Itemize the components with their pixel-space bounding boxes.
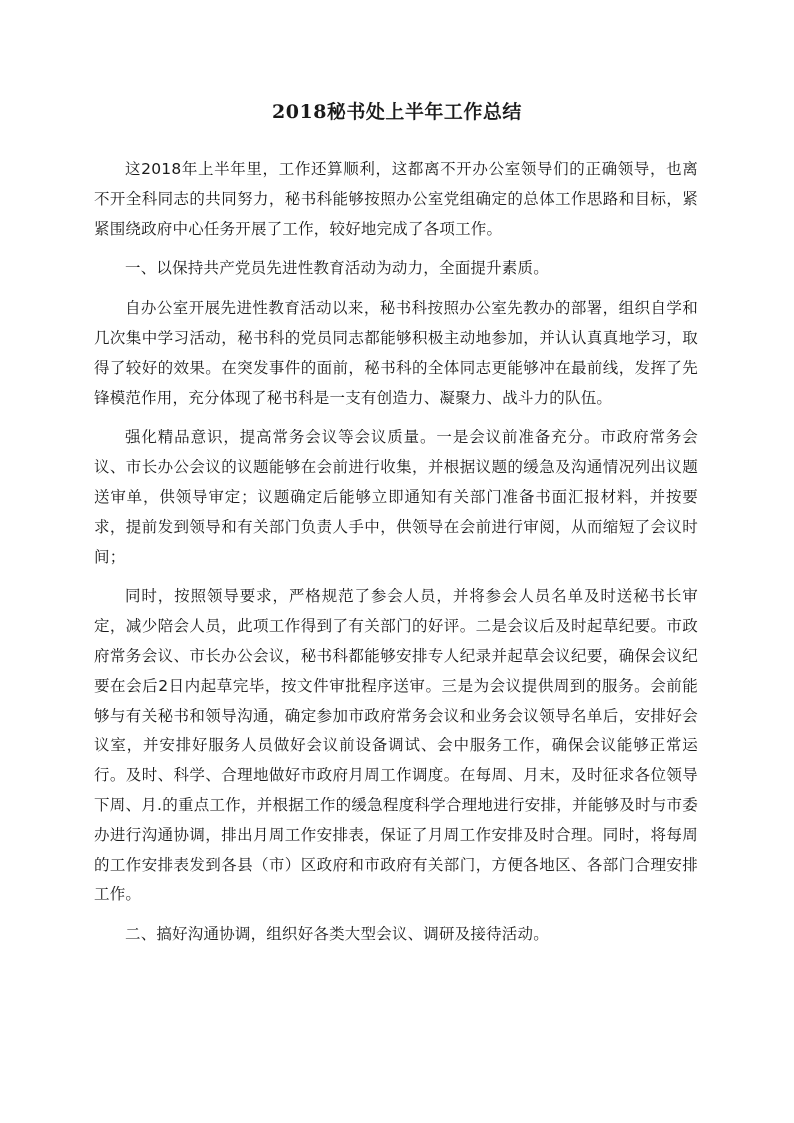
section-heading-one: 一、以保持共产党员先进性教育活动为动力，全面提升素质。 bbox=[125, 259, 549, 278]
document-title: 2018秘书处上半年工作总结 bbox=[272, 101, 522, 123]
paragraph-meeting-quality: 强化精品意识，提高常务会议等会议质量。一是会议前准备充分。市政府常务会议、市长办公会议的议题能够在会前进行收集，并根据议题的缓急及沟通情况列出议题送审单，供领导审定；议题确定后能够立即通知有关部门准备书面汇报材料，并按要求，提前发到领导和有关部门负责人手中，供领导在会前进行审阅，从而缩短了会议时间； bbox=[94, 428, 698, 566]
paragraph-meeting-service: 同时，按照领导要求，严格规范了参会人员，并将参会人员名单及时送秘书长审定，减少陪会人员，此项工作得到了有关部门的好评。二是会议后及时起草纪要。市政府常务会议、市长办公会议，秘书科都能够安排专人纪录并起草会议纪要，确保会议纪要在会后2日内起草完毕，按文件审批程序送审。三是为会议提供周到的服务。会前能够与有关秘书和领导沟通，确定参加市政府常务会议和业务会议领导名单后，安排好会议室，并安排好服务人员做好会议前设备调试、会中服务工作，确保会议能够正常运行。及时、科学、合理地做好市政府月周工作调度。在每周、月末，及时征求各位领导下周、月.的重点工作，并根据工作的缓急程度科学合理地进行安排，并能够及时与市委办进行沟通协调，排出月周工作安排表，保证了月周工作安排及时合理。同时，将每周的工作安排表发到各县（市）区政府和市政府有关部门，方便各地区、各部门合理安排工作。 bbox=[94, 587, 698, 904]
document-body bbox=[94, 155, 698, 960]
section-heading-two: 二、搞好沟通协调，组织好各类大型会议、调研及接待活动。 bbox=[125, 925, 549, 944]
paragraph-intro: 这2018年上半年里，工作还算顺利，这都离不开办公室领导们的正确领导，也离不开全科同志的共同努力，秘书科能够按照办公室党组确定的总体工作思路和目标，紧紧围绕政府中心任务开展了工作，较好地完成了各项工作。 bbox=[94, 160, 698, 238]
paragraph-education: 自办公室开展先进性教育活动以来，秘书科按照办公室先教办的部署，组织自学和几次集中学习活动，秘书科的党员同志都能够积极主动地参加，并认认真真地学习，取得了较好的效果。在突发事件的面前，秘书科的全体同志更能够冲在最前线，发挥了先锋模范作用，充分体现了秘书科是一支有创造力、凝聚力、战斗力的队伍。 bbox=[94, 299, 698, 407]
